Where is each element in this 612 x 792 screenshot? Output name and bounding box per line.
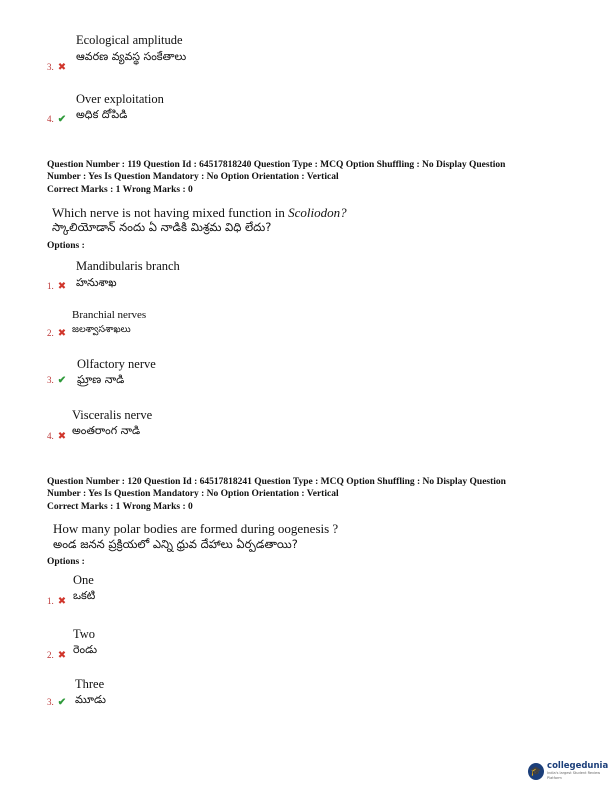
question-meta-line: Question Number : 119 Question Id : 64517818240 Question Type : MCQ Option Shuffling : No Display Question xyxy=(47,160,506,170)
option-text-en: Over exploitation xyxy=(76,92,164,106)
wrong-mark-icon: ✖ xyxy=(57,328,67,339)
question-text-en-prefix: Which nerve is not having mixed function in xyxy=(52,205,289,220)
option-text-te: హనుశాఖ xyxy=(76,276,117,289)
question-text-te: స్కాలియోడాన్ నందు ఏ నాడికి మిశ్రమ విధి లేదు? xyxy=(52,220,272,234)
options-label: Options : xyxy=(47,241,85,251)
option-text-te: ఒకటి xyxy=(73,589,96,602)
option-text-en: Ecological amplitude xyxy=(76,33,183,47)
option-number xyxy=(47,375,66,386)
option-number xyxy=(47,281,66,292)
option-text-en: Two xyxy=(73,627,96,641)
question-text-en: How many polar bodies are formed during oogenesis ? xyxy=(53,521,339,536)
option-number-text: 4. xyxy=(47,431,54,441)
option-number xyxy=(47,596,66,607)
logo-name: collegedunia xyxy=(547,761,609,771)
option-number xyxy=(47,650,66,661)
logo-tagline: India's largest Student Review Platform xyxy=(547,771,601,780)
option-text-te: మూడు xyxy=(75,693,106,706)
wrong-mark-icon: ✖ xyxy=(57,596,67,607)
option-text-te: ఆవరణ వ్యవస్థ సంకేతాలు xyxy=(76,50,187,63)
option-number xyxy=(47,62,66,73)
question-text-te: అండ జనన ప్రక్రియలో ఎన్ని ధ్రువ దేహాలు ఏర్పడతాయి? xyxy=(53,537,298,551)
question-meta-line: Question Number : 120 Question Id : 64517818241 Question Type : MCQ Option Shuffling : No Display Question xyxy=(47,477,506,487)
question-meta-line: Number : Yes Is Question Mandatory : No Option Orientation : Vertical xyxy=(47,172,339,182)
question-text-en xyxy=(52,205,347,220)
question-meta-line: Number : Yes Is Question Mandatory : No Option Orientation : Vertical xyxy=(47,489,339,499)
option-number-text: 1. xyxy=(47,596,54,606)
option-text-en: Branchial nerves xyxy=(72,309,147,321)
option-text-en: Mandibularis branch xyxy=(76,259,180,273)
question-marks: Correct Marks : 1 Wrong Marks : 0 xyxy=(47,185,193,195)
option-text-te: జలశ్వాసశాఖలు xyxy=(72,324,131,335)
option-number xyxy=(47,697,66,708)
option-number-text: 4. xyxy=(47,114,54,124)
option-text-en: Visceralis nerve xyxy=(72,408,153,422)
option-text-te: ఘ్రాణ నాడి xyxy=(77,373,125,386)
option-number-text: 3. xyxy=(47,375,54,385)
option-text-te: రెండు xyxy=(73,643,98,656)
correct-mark-icon: ✔ xyxy=(57,114,67,125)
option-number-text: 2. xyxy=(47,650,54,660)
option-text-en: Three xyxy=(75,677,105,691)
question-marks: Correct Marks : 1 Wrong Marks : 0 xyxy=(47,502,193,512)
option-number-text: 1. xyxy=(47,281,54,291)
correct-mark-icon: ✔ xyxy=(57,375,67,386)
option-text-te: అంతరాంగ నాడి xyxy=(72,424,141,437)
option-text-en: One xyxy=(73,573,94,587)
question-text-en-italic: Scoliodon? xyxy=(288,205,347,220)
wrong-mark-icon: ✖ xyxy=(57,62,67,73)
option-number xyxy=(47,328,66,339)
collegedunia-logo xyxy=(528,762,612,781)
option-number xyxy=(47,431,66,442)
wrong-mark-icon: ✖ xyxy=(57,281,67,292)
graduate-cap-icon: 🎓 xyxy=(528,763,544,780)
option-number-text: 2. xyxy=(47,328,54,338)
wrong-mark-icon: ✖ xyxy=(57,650,67,661)
option-number-text: 3. xyxy=(47,697,54,707)
option-text-en: Olfactory nerve xyxy=(77,357,156,371)
option-text-te: అధిక దోపిడి xyxy=(76,108,128,121)
options-label: Options : xyxy=(47,557,85,567)
wrong-mark-icon: ✖ xyxy=(57,431,67,442)
correct-mark-icon: ✔ xyxy=(57,697,67,708)
option-number-text: 3. xyxy=(47,62,54,72)
option-number xyxy=(47,114,66,125)
